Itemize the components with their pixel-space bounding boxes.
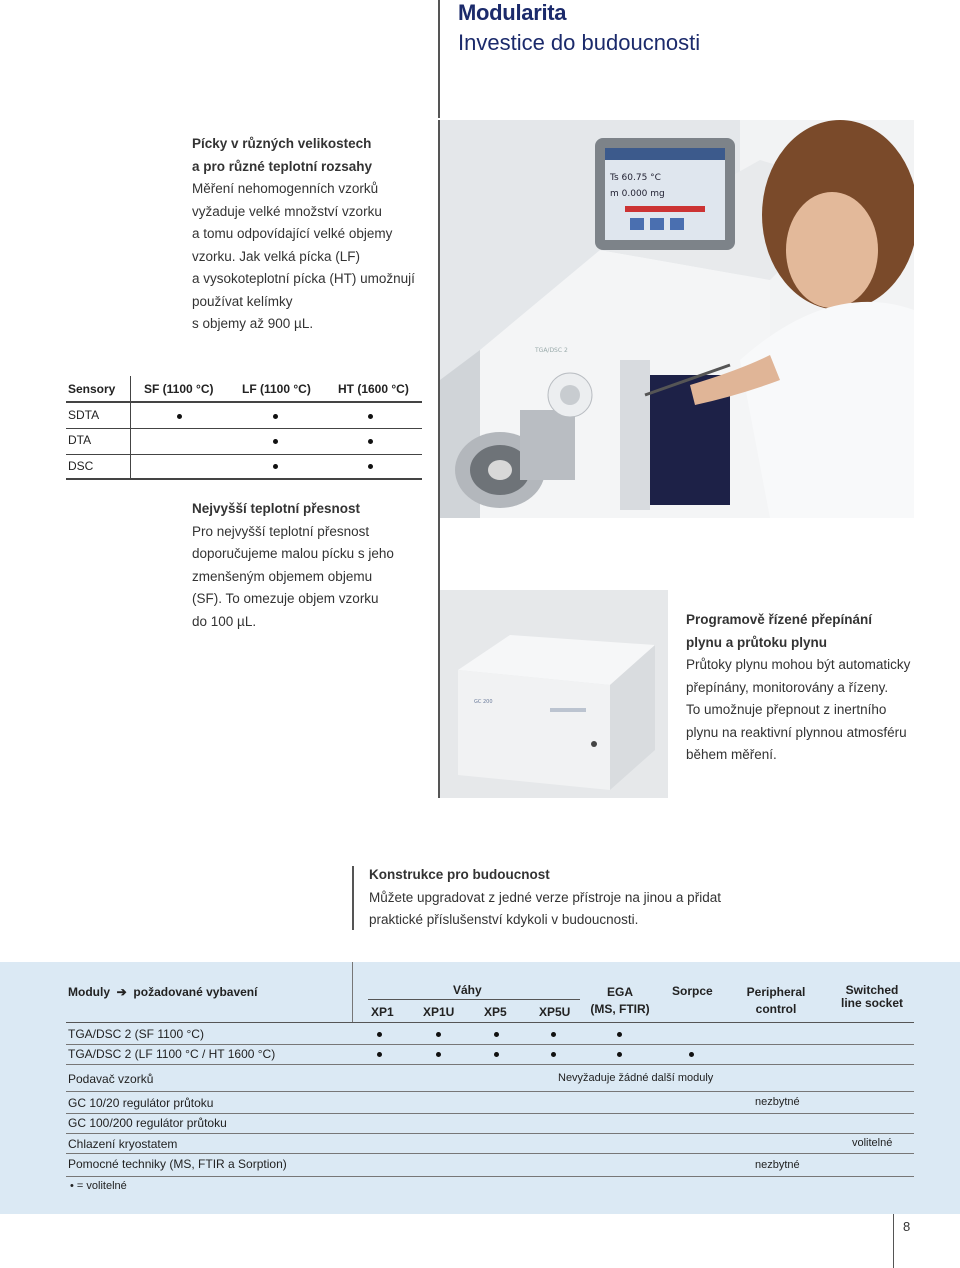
row1-mark-ega xyxy=(617,1032,622,1037)
sensor-header-sensory: Sensory xyxy=(68,382,116,396)
balances-group-rule xyxy=(368,999,580,1000)
instrument-photo xyxy=(440,120,914,518)
modules-header-rule xyxy=(66,1022,914,1023)
col-ega-line-2: (MS, FTIR) xyxy=(590,1002,650,1016)
sensor-mark-dsc-ht xyxy=(368,464,373,469)
sensor-row-rule xyxy=(66,454,422,455)
sensor-header-ht: HT (1600 °C) xyxy=(338,382,409,396)
row1-mark-xp5u xyxy=(551,1032,556,1037)
row2-mark-xp5 xyxy=(494,1052,499,1057)
future-vertical-rule xyxy=(352,866,354,930)
gas-section xyxy=(686,609,946,767)
furnaces-line: a vysokoteplotní pícka (HT) umožnují xyxy=(192,271,415,286)
sensor-mark-dta-lf xyxy=(273,439,278,444)
instrument-photo-drawing xyxy=(440,120,914,518)
gas-line: Průtoky plynu mohou být automaticky xyxy=(686,657,911,672)
page-number-rule xyxy=(893,1214,894,1268)
sensor-column-divider xyxy=(130,376,131,480)
gc1020-note: nezbytné xyxy=(755,1096,800,1108)
col-xp5: XP5 xyxy=(484,1005,507,1019)
sensor-bottom-rule xyxy=(66,478,422,480)
row-rule xyxy=(66,1176,914,1177)
precision-line: do 100 µL. xyxy=(192,613,257,629)
table-row-label: GC 100/200 regulátor průtoku xyxy=(68,1116,227,1130)
gas-controller-label: GC 200 xyxy=(474,699,493,705)
future-line: praktické příslušenství kdykoli v budoucnosti. xyxy=(369,912,639,927)
col-switched-line-1: Switched xyxy=(845,983,899,997)
furnaces-line: s objemy až 900 µL. xyxy=(192,316,314,331)
modules-title-text: Moduly xyxy=(68,985,110,999)
modules-band-rule xyxy=(352,962,353,1022)
modules-title xyxy=(68,985,257,999)
row2-mark-sorpce xyxy=(689,1052,694,1057)
col-ega xyxy=(589,984,651,1018)
col-peripheral xyxy=(744,984,808,1018)
table-row-label: GC 10/20 regulátor průtoku xyxy=(68,1096,214,1110)
col-xp5u: XP5U xyxy=(539,1005,571,1019)
table-row-label: TGA/DSC 2 (LF 1100 °C / HT 1600 °C) xyxy=(68,1047,276,1061)
gas-heading-1: Programově řízené přepínání xyxy=(686,612,873,627)
sensor-mark-dta-ht xyxy=(368,439,373,444)
col-switched xyxy=(837,984,907,1010)
sensor-row-label: SDTA xyxy=(68,408,100,422)
precision-line: (SF). To omezuje objem vzorku xyxy=(192,591,379,606)
sensor-mark-sdta-sf xyxy=(177,414,182,419)
row1-mark-xp1u xyxy=(436,1032,441,1037)
gas-line: To umožnuje přepnout z inertního xyxy=(686,702,887,717)
col-peripheral-line-2: control xyxy=(755,1002,797,1016)
furnaces-heading-2: a pro různé teplotní rozsahy xyxy=(192,158,373,174)
modules-table xyxy=(0,962,960,1214)
instrument-label: TGA/DSC 2 xyxy=(535,347,568,354)
col-xp1: XP1 xyxy=(371,1005,394,1019)
furnaces-heading-1: Pícky v různých velikostech xyxy=(192,136,372,151)
future-line: Můžete upgradovat z jedné verze přístroje na jinou a přidat xyxy=(369,889,721,905)
table-row-label: Chlazení kryostatem xyxy=(68,1137,178,1151)
modules-title-suffix: požadované vybavení xyxy=(133,985,258,999)
table-row-label: Pomocné techniky (MS, FTIR a Sorption) xyxy=(68,1157,287,1171)
furnaces-line: vzorku. Jak velká pícka (LF) xyxy=(192,248,361,264)
row-rule xyxy=(66,1044,914,1045)
row2-mark-xp1 xyxy=(377,1052,382,1057)
precision-section xyxy=(192,498,432,633)
row-rule xyxy=(66,1153,914,1154)
podavac-note: Nevyžaduje žádné další moduly xyxy=(558,1072,714,1084)
pomocne-note: nezbytné xyxy=(755,1159,800,1171)
top-vertical-rule xyxy=(438,0,440,118)
table-row-label: Podavač vzorků xyxy=(68,1072,154,1086)
legend: • = volitelné xyxy=(70,1180,127,1192)
col-switched-line-2: line socket xyxy=(840,996,904,1010)
arrow-right-icon: ➔ xyxy=(113,985,131,999)
furnaces-line: vyžaduje velké množství vzorku xyxy=(192,203,382,219)
sensor-header-lf: LF (1100 °C) xyxy=(242,382,311,396)
future-section xyxy=(369,864,789,932)
page-title: Modularita xyxy=(458,0,567,25)
sensor-header-rule xyxy=(66,401,422,403)
precision-line: Pro nejvyšší teplotní přesnost xyxy=(192,523,370,539)
row2-mark-xp5u xyxy=(551,1052,556,1057)
sensor-row-rule xyxy=(66,428,422,429)
furnaces-line: používat kelímky xyxy=(192,293,293,309)
col-ega-line-1: EGA xyxy=(606,985,633,999)
sensor-row-label: DSC xyxy=(68,459,94,473)
page-number: 8 xyxy=(903,1219,911,1234)
row-rule xyxy=(66,1091,914,1092)
page-subtitle: Investice do budoucnosti xyxy=(458,30,701,55)
sensor-mark-sdta-ht xyxy=(368,414,373,419)
sensor-header-sf: SF (1100 °C) xyxy=(144,382,214,396)
chlazeni-note: volitelné xyxy=(852,1137,893,1149)
furnaces-line: a tomu odpovídající velké objemy xyxy=(192,226,393,241)
furnaces-line: Měření nehomogenních vzorků xyxy=(192,181,379,196)
row2-mark-xp1u xyxy=(436,1052,441,1057)
precision-line: zmenšeným objemem objemu xyxy=(192,568,373,584)
col-xp1u: XP1U xyxy=(423,1005,455,1019)
gas-controller-photo xyxy=(440,590,668,798)
sensor-mark-dsc-lf xyxy=(273,464,278,469)
sensor-table xyxy=(66,376,422,480)
gas-controller-drawing xyxy=(440,590,668,798)
gas-line: přepínány, monitorovány a řízeny. xyxy=(686,679,889,695)
screen-line-2: m 0.000 mg xyxy=(610,189,665,199)
row-rule xyxy=(66,1064,914,1065)
row1-mark-xp5 xyxy=(494,1032,499,1037)
future-heading: Konstrukce pro budoucnost xyxy=(369,867,550,882)
row2-mark-ega xyxy=(617,1052,622,1057)
sensor-row-label: DTA xyxy=(68,433,92,447)
col-peripheral-line-1: Peripheral xyxy=(746,985,806,999)
row1-mark-xp1 xyxy=(377,1032,382,1037)
gas-heading-2: plynu a průtoku plynu xyxy=(686,634,827,650)
row-rule xyxy=(66,1133,914,1134)
table-row-label: TGA/DSC 2 (SF 1100 °C) xyxy=(68,1027,204,1041)
furnaces-section xyxy=(192,133,432,336)
sensor-mark-sdta-lf xyxy=(273,414,278,419)
col-sorpce: Sorpce xyxy=(672,984,713,998)
gas-line: během měření. xyxy=(686,747,777,762)
precision-line: doporučujeme malou pícku s jeho xyxy=(192,546,394,561)
balances-group-header: Váhy xyxy=(453,983,482,997)
screen-line-1: Ts 60.75 °C xyxy=(610,173,661,183)
gas-line: plynu na reaktivní plynnou atmosféru xyxy=(686,724,907,740)
precision-heading: Nejvyšší teplotní přesnost xyxy=(192,501,361,516)
row-rule xyxy=(66,1113,914,1114)
